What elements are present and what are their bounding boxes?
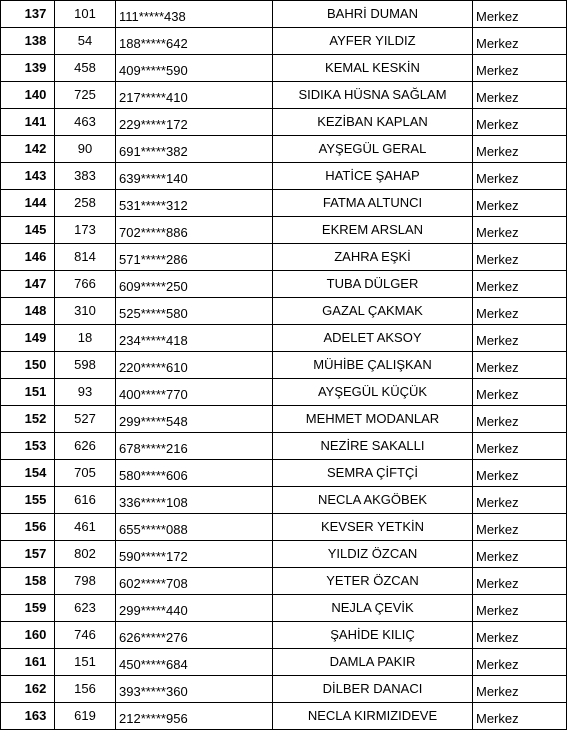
masked-id-cell: 393*****360 xyxy=(116,676,273,703)
masked-id-cell: 531*****312 xyxy=(116,190,273,217)
table-row xyxy=(1,460,567,487)
location-cell: Merkez xyxy=(473,271,567,298)
table-row xyxy=(1,109,567,136)
applicant-number-cell: 173 xyxy=(55,217,116,244)
location-cell: Merkez xyxy=(473,406,567,433)
row-number-cell: 148 xyxy=(1,298,55,325)
full-name-cell: AYŞEGÜL KÜÇÜK xyxy=(273,379,473,406)
location-cell: Merkez xyxy=(473,541,567,568)
masked-id-cell: 626*****276 xyxy=(116,622,273,649)
full-name-cell: NECLA AKGÖBEK xyxy=(273,487,473,514)
masked-id-cell: 299*****440 xyxy=(116,595,273,622)
full-name-cell: DİLBER DANACI xyxy=(273,676,473,703)
masked-id-cell: 655*****088 xyxy=(116,514,273,541)
masked-id-cell: 336*****108 xyxy=(116,487,273,514)
table-row xyxy=(1,622,567,649)
applicant-number-cell: 746 xyxy=(55,622,116,649)
masked-id-cell: 590*****172 xyxy=(116,541,273,568)
table-row xyxy=(1,514,567,541)
applicant-number-cell: 156 xyxy=(55,676,116,703)
row-number-cell: 154 xyxy=(1,460,55,487)
table-row xyxy=(1,244,567,271)
location-cell: Merkez xyxy=(473,109,567,136)
location-cell: Merkez xyxy=(473,217,567,244)
applicant-number-cell: 93 xyxy=(55,379,116,406)
full-name-cell: GAZAL ÇAKMAK xyxy=(273,298,473,325)
table-row xyxy=(1,433,567,460)
full-name-cell: EKREM ARSLAN xyxy=(273,217,473,244)
table-row xyxy=(1,595,567,622)
full-name-cell: MÜHİBE ÇALIŞKAN xyxy=(273,352,473,379)
table-row xyxy=(1,487,567,514)
applicant-number-cell: 461 xyxy=(55,514,116,541)
full-name-cell: NEJLA ÇEVİK xyxy=(273,595,473,622)
full-name-cell: YILDIZ ÖZCAN xyxy=(273,541,473,568)
table-row xyxy=(1,352,567,379)
full-name-cell: ŞAHİDE KILIÇ xyxy=(273,622,473,649)
applicant-number-cell: 802 xyxy=(55,541,116,568)
applicant-number-cell: 619 xyxy=(55,703,116,730)
full-name-cell: KEVSER YETKİN xyxy=(273,514,473,541)
location-cell: Merkez xyxy=(473,514,567,541)
full-name-cell: YETER ÖZCAN xyxy=(273,568,473,595)
applicant-number-cell: 705 xyxy=(55,460,116,487)
row-number-cell: 142 xyxy=(1,136,55,163)
row-number-cell: 159 xyxy=(1,595,55,622)
masked-id-cell: 212*****956 xyxy=(116,703,273,730)
row-number-cell: 138 xyxy=(1,28,55,55)
masked-id-cell: 571*****286 xyxy=(116,244,273,271)
row-number-cell: 151 xyxy=(1,379,55,406)
location-cell: Merkez xyxy=(473,1,567,28)
location-cell: Merkez xyxy=(473,703,567,730)
table-row xyxy=(1,541,567,568)
masked-id-cell: 639*****140 xyxy=(116,163,273,190)
row-number-cell: 156 xyxy=(1,514,55,541)
full-name-cell: AYFER YILDIZ xyxy=(273,28,473,55)
full-name-cell: BAHRİ DUMAN xyxy=(273,1,473,28)
location-cell: Merkez xyxy=(473,136,567,163)
row-number-cell: 147 xyxy=(1,271,55,298)
table-row xyxy=(1,1,567,28)
masked-id-cell: 299*****548 xyxy=(116,406,273,433)
row-number-cell: 141 xyxy=(1,109,55,136)
applicant-number-cell: 383 xyxy=(55,163,116,190)
location-cell: Merkez xyxy=(473,352,567,379)
masked-id-cell: 602*****708 xyxy=(116,568,273,595)
row-number-cell: 139 xyxy=(1,55,55,82)
table-row xyxy=(1,271,567,298)
masked-id-cell: 220*****610 xyxy=(116,352,273,379)
masked-id-cell: 217*****410 xyxy=(116,82,273,109)
row-number-cell: 144 xyxy=(1,190,55,217)
location-cell: Merkez xyxy=(473,460,567,487)
row-number-cell: 146 xyxy=(1,244,55,271)
applicant-number-cell: 54 xyxy=(55,28,116,55)
full-name-cell: KEMAL KESKİN xyxy=(273,55,473,82)
table-row xyxy=(1,298,567,325)
table-row xyxy=(1,676,567,703)
applicant-number-cell: 463 xyxy=(55,109,116,136)
row-number-cell: 149 xyxy=(1,325,55,352)
masked-id-cell: 111*****438 xyxy=(116,1,273,28)
masked-id-cell: 400*****770 xyxy=(116,379,273,406)
applicant-number-cell: 258 xyxy=(55,190,116,217)
location-cell: Merkez xyxy=(473,163,567,190)
full-name-cell: DAMLA PAKIR xyxy=(273,649,473,676)
applicant-number-cell: 766 xyxy=(55,271,116,298)
full-name-cell: KEZİBAN KAPLAN xyxy=(273,109,473,136)
table-row xyxy=(1,217,567,244)
masked-id-cell: 609*****250 xyxy=(116,271,273,298)
row-number-cell: 140 xyxy=(1,82,55,109)
table-row xyxy=(1,406,567,433)
masked-id-cell: 691*****382 xyxy=(116,136,273,163)
masked-id-cell: 450*****684 xyxy=(116,649,273,676)
applicant-number-cell: 458 xyxy=(55,55,116,82)
location-cell: Merkez xyxy=(473,28,567,55)
location-cell: Merkez xyxy=(473,676,567,703)
row-number-cell: 163 xyxy=(1,703,55,730)
masked-id-cell: 234*****418 xyxy=(116,325,273,352)
location-cell: Merkez xyxy=(473,298,567,325)
row-number-cell: 158 xyxy=(1,568,55,595)
applicant-number-cell: 725 xyxy=(55,82,116,109)
row-number-cell: 155 xyxy=(1,487,55,514)
applicant-number-cell: 90 xyxy=(55,136,116,163)
table-row xyxy=(1,649,567,676)
location-cell: Merkez xyxy=(473,244,567,271)
list-table-body xyxy=(1,1,567,730)
applicant-number-cell: 814 xyxy=(55,244,116,271)
row-number-cell: 160 xyxy=(1,622,55,649)
masked-id-cell: 702*****886 xyxy=(116,217,273,244)
row-number-cell: 161 xyxy=(1,649,55,676)
full-name-cell: SIDIKA HÜSNA SAĞLAM xyxy=(273,82,473,109)
full-name-cell: MEHMET MODANLAR xyxy=(273,406,473,433)
table-row xyxy=(1,568,567,595)
location-cell: Merkez xyxy=(473,568,567,595)
location-cell: Merkez xyxy=(473,379,567,406)
applicant-number-cell: 101 xyxy=(55,1,116,28)
applicant-number-cell: 623 xyxy=(55,595,116,622)
table-row xyxy=(1,325,567,352)
masked-id-cell: 409*****590 xyxy=(116,55,273,82)
location-cell: Merkez xyxy=(473,487,567,514)
applicant-number-cell: 798 xyxy=(55,568,116,595)
row-number-cell: 162 xyxy=(1,676,55,703)
table-row xyxy=(1,82,567,109)
location-cell: Merkez xyxy=(473,622,567,649)
table-row xyxy=(1,28,567,55)
location-cell: Merkez xyxy=(473,325,567,352)
applicant-number-cell: 18 xyxy=(55,325,116,352)
full-name-cell: SEMRA ÇİFTÇİ xyxy=(273,460,473,487)
masked-id-cell: 525*****580 xyxy=(116,298,273,325)
full-name-cell: AYŞEGÜL GERAL xyxy=(273,136,473,163)
applicant-number-cell: 310 xyxy=(55,298,116,325)
location-cell: Merkez xyxy=(473,190,567,217)
masked-id-cell: 678*****216 xyxy=(116,433,273,460)
location-cell: Merkez xyxy=(473,595,567,622)
location-cell: Merkez xyxy=(473,649,567,676)
location-cell: Merkez xyxy=(473,55,567,82)
masked-id-cell: 229*****172 xyxy=(116,109,273,136)
row-number-cell: 153 xyxy=(1,433,55,460)
table-row xyxy=(1,136,567,163)
full-name-cell: TUBA DÜLGER xyxy=(273,271,473,298)
applicant-number-cell: 527 xyxy=(55,406,116,433)
applicant-number-cell: 626 xyxy=(55,433,116,460)
table-row xyxy=(1,190,567,217)
masked-id-cell: 188*****642 xyxy=(116,28,273,55)
table-row xyxy=(1,379,567,406)
full-name-cell: FATMA ALTUNCI xyxy=(273,190,473,217)
full-name-cell: ADELET AKSOY xyxy=(273,325,473,352)
row-number-cell: 143 xyxy=(1,163,55,190)
applicant-number-cell: 598 xyxy=(55,352,116,379)
row-number-cell: 145 xyxy=(1,217,55,244)
full-name-cell: NECLA KIRMIZIDEVE xyxy=(273,703,473,730)
full-name-cell: NEZİRE SAKALLI xyxy=(273,433,473,460)
location-cell: Merkez xyxy=(473,82,567,109)
applicant-number-cell: 151 xyxy=(55,649,116,676)
row-number-cell: 150 xyxy=(1,352,55,379)
masked-id-cell: 580*****606 xyxy=(116,460,273,487)
applicant-number-cell: 616 xyxy=(55,487,116,514)
table-row xyxy=(1,163,567,190)
table-row xyxy=(1,703,567,730)
table-row xyxy=(1,55,567,82)
location-cell: Merkez xyxy=(473,433,567,460)
row-number-cell: 152 xyxy=(1,406,55,433)
row-number-cell: 137 xyxy=(1,1,55,28)
row-number-cell: 157 xyxy=(1,541,55,568)
full-name-cell: HATİCE ŞAHAP xyxy=(273,163,473,190)
full-name-cell: ZAHRA EŞKİ xyxy=(273,244,473,271)
